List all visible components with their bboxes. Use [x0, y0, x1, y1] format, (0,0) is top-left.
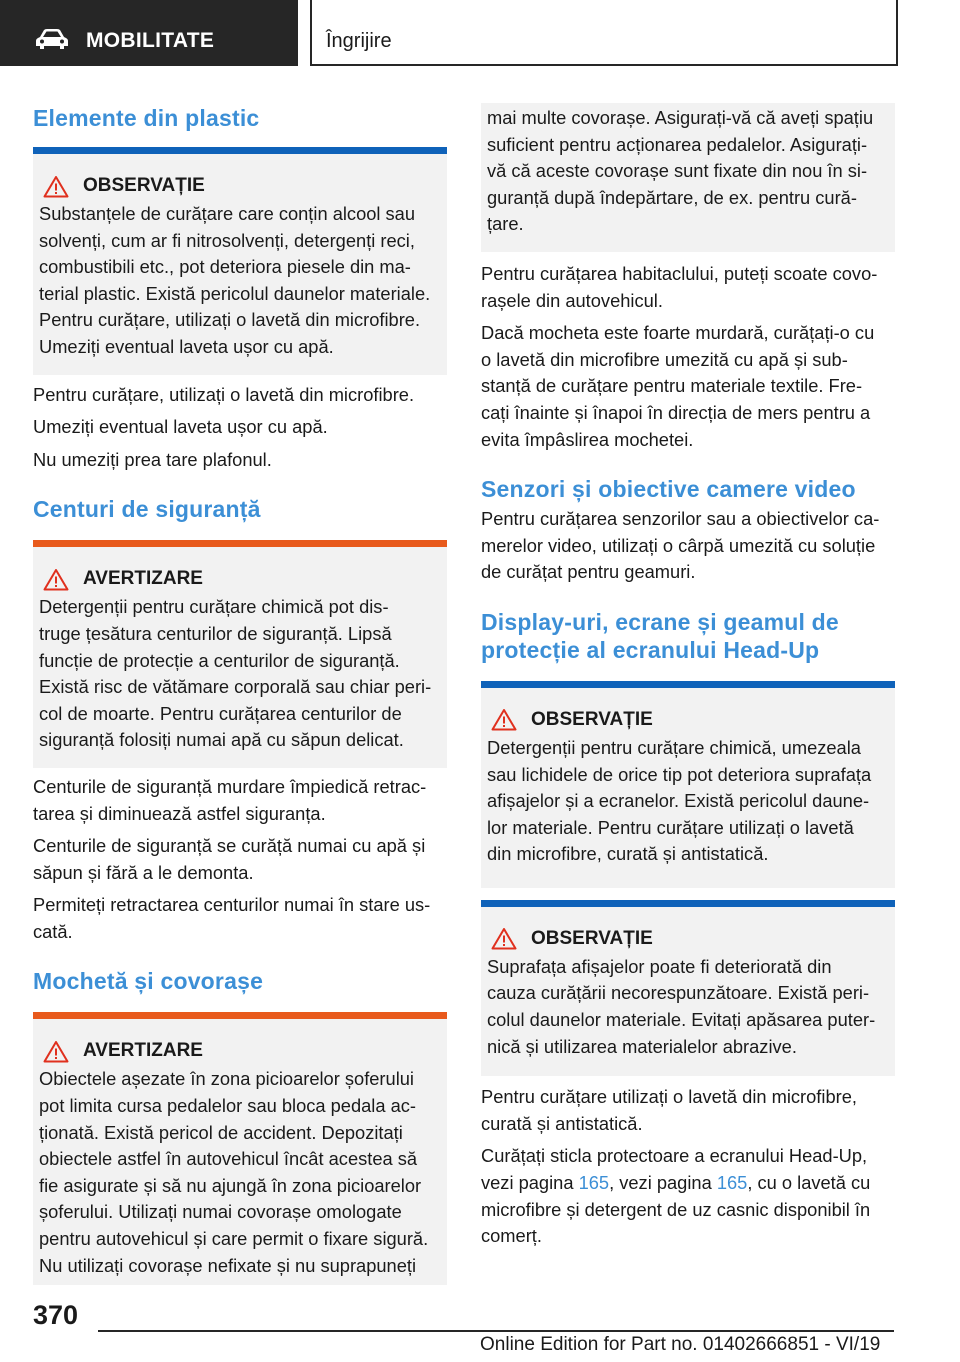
heading-display	[481, 608, 895, 664]
paragraph-line: de curățat pentru geamuri.	[481, 561, 696, 583]
notice-line: combustibili etc., pot deteriora piesele din ma‐	[39, 256, 411, 278]
notice-box-display	[481, 681, 895, 888]
notice-title: OBSERVAȚIE	[531, 927, 653, 949]
warning-line: pot limita cursa pedalelor sau bloca pedala ac‐	[39, 1095, 417, 1117]
warning-line: fie asigurate și să nu ajungă în zona picioarelor	[39, 1174, 422, 1196]
paragraph	[481, 1143, 895, 1249]
paragraph-line: Curățați sticla protectoare a ecranului Head-Up,	[481, 1145, 868, 1167]
warning-line: Detergenții pentru curățare chimică pot dis‐	[39, 596, 389, 618]
paragraph-line: stanță de curățare pentru materiale textile. Fre‐	[481, 375, 863, 397]
paragraph-line: comerț.	[481, 1225, 542, 1247]
paragraph	[481, 261, 895, 314]
paragraph	[33, 774, 447, 827]
text-span: , cu o lavetă cu	[747, 1172, 871, 1194]
warning-box-mocheta	[33, 1012, 447, 1285]
paragraph-line	[481, 1170, 895, 1197]
warning-line: șoferului. Utilizați numai covorașe omologate	[39, 1201, 402, 1223]
heading-senzori: Senzori și obiective camere video	[481, 476, 856, 503]
warning-triangle-icon	[43, 568, 69, 591]
warning-title: AVERTIZARE	[83, 568, 203, 590]
notice-title: OBSERVAȚIE	[83, 175, 205, 196]
warning-line: obiectele astfel în autovehicul încât acestea să	[39, 1148, 418, 1170]
notice-bar	[481, 900, 895, 907]
paragraph-line: Centurile de siguranță murdare împiedică retrac‐	[33, 775, 427, 797]
paragraph-line: microfibre și detergent de uz casnic disponibil în	[481, 1198, 871, 1220]
paragraph-line: cați înainte și înapoi în direcția de mers pentru a	[481, 401, 871, 423]
notice-line: Detergenții pentru curățare chimică, umezeala	[487, 736, 861, 758]
notice-line: Umeziți eventual laveta ușor cu apă.	[39, 335, 334, 357]
warning-line: vă că aceste covorașe sunt fixate din nou în si‐	[487, 160, 868, 182]
left-column	[33, 100, 447, 1285]
paragraph-line: Permiteți retractarea centurilor numai în stare us‐	[33, 894, 431, 916]
heading-line: Display-uri, ecrane și geamul de	[481, 608, 839, 635]
heading-centuri: Centuri de siguranță	[33, 496, 261, 523]
notice-line: Suprafața afișajelor poate fi deteriorată din	[487, 955, 832, 977]
paragraph-line: rașele din autovehicul.	[481, 289, 663, 311]
paragraph-line: Pentru curățarea senzorilor sau a obiectivelor ca‐	[481, 508, 880, 530]
notice-line: nică și utilizarea materialelor abrazive.	[487, 1035, 797, 1057]
warning-line: pentru autovehicul și care permit o fixare sigură.	[39, 1228, 429, 1250]
paragraph-line: Centurile de siguranță se curăță numai cu apă și	[33, 835, 426, 857]
notice-line: Substanțele de curățare care conțin alcool sau	[39, 203, 416, 224]
warning-title: AVERTIZARE	[83, 1040, 203, 1062]
notice-line: afișajelor și a ecranelor. Există pericolul daune‐	[487, 790, 870, 812]
warning-line: truge țesătura centurilor de siguranță. Lipsă	[39, 622, 392, 644]
paragraph-line: Pentru curățarea habitaclului, puteți scoate covo‐	[481, 262, 878, 284]
paragraph	[33, 833, 447, 886]
warning-triangle-icon	[43, 1040, 69, 1063]
notice-bar	[33, 147, 447, 154]
paragraph-line: o lavetă din microfibre umezită cu apă și sub‐	[481, 348, 848, 370]
heading-plastic: Elemente din plastic	[33, 105, 260, 131]
page-header	[0, 0, 960, 68]
warning-triangle-icon	[491, 927, 517, 950]
page-link[interactable]: 165	[578, 1172, 610, 1194]
paragraph-line: Pentru curățare utilizați o lavetă din microfibre,	[481, 1086, 857, 1108]
paragraph	[481, 320, 895, 453]
chapter-label: Îngrijire	[326, 30, 392, 52]
edition-label: Online Edition for Part no. 01402666851 - VI/19	[480, 1334, 881, 1355]
notice-line: terial plastic. Există pericolul daunelor materiale.	[39, 282, 431, 304]
notice-line: lor materiale. Pentru curățare utilizați o lavetă	[487, 816, 854, 838]
paragraph-line: merelor video, utilizați o cârpă umezită cu soluție	[481, 534, 876, 556]
warning-line: funcție de protecție a centurilor de siguranță.	[39, 649, 400, 671]
warning-line: siguranță folosiți numai apă cu săpun delicat.	[39, 729, 404, 751]
warning-line: mai multe covorașe. Asigurați-vă că aveți spațiu	[487, 107, 874, 128]
warning-line: suficient pentru acționarea pedalelor. Asigurați-	[487, 133, 868, 155]
warning-box-centuri	[33, 540, 447, 768]
text-span: vezi pagina	[481, 1172, 579, 1194]
paragraph-line: evita împâslirea mochetei.	[481, 428, 694, 450]
warning-line: Nu utilizați covorașe nefixate și nu suprapuneți	[39, 1254, 417, 1276]
right-column	[481, 100, 895, 1250]
warning-line: țare.	[487, 213, 524, 235]
warning-box-continued	[481, 103, 895, 252]
notice-line: cauza curățării necorespunzătoare. Există peri‐	[487, 982, 870, 1004]
paragraph: Pentru curățare, utilizați o lavetă din microfibre.	[33, 383, 415, 405]
warning-triangle-icon	[43, 175, 69, 198]
text-span: , vezi pagina	[609, 1172, 717, 1194]
paragraph	[481, 506, 895, 586]
notice-bar	[481, 681, 895, 688]
notice-box-suprafata	[481, 900, 895, 1076]
notice-title: OBSERVAȚIE	[531, 708, 653, 730]
paragraph: Nu umeziți prea tare plafonul.	[33, 448, 272, 470]
paragraph	[481, 1084, 895, 1137]
paragraph-line: curată și antistatică.	[481, 1112, 643, 1134]
notice-line: solvenți, cum ar fi nitrosolvenți, detergenți reci,	[39, 229, 415, 251]
paragraph: Umeziți eventual laveta ușor cu apă.	[33, 416, 328, 438]
warning-line: Obiectele așezate în zona picioarelor șoferului	[39, 1068, 414, 1090]
paragraph-line: tarea și diminuează astfel siguranța.	[33, 802, 326, 824]
section-tab	[0, 0, 298, 66]
heading-mocheta: Mochetă și covorașe	[33, 968, 264, 995]
chapter-tab	[310, 0, 898, 66]
warning-line: col de moarte. Pentru curățarea centurilor de	[39, 702, 402, 724]
notice-line: din microfibre, curată și antistatică.	[487, 843, 769, 865]
car-icon	[35, 28, 69, 50]
warning-bar	[33, 540, 447, 547]
footer-divider	[98, 1330, 894, 1332]
warning-triangle-icon	[491, 708, 517, 731]
section-label: MOBILITATE	[86, 29, 215, 52]
page-number: 370	[33, 1300, 79, 1330]
warning-line: ționată. Există pericol de accident. Depozitați	[39, 1121, 403, 1143]
paragraph-line: cată.	[33, 920, 73, 942]
paragraph-line: săpun și fără a le demonta.	[33, 861, 254, 883]
notice-box-plastic	[33, 147, 447, 375]
warning-line: guranță după îndepărtare, de ex. pentru cură‐	[487, 186, 857, 208]
warning-line: Există risc de vătămare corporală sau chiar peri‐	[39, 676, 432, 698]
heading-line: protecție al ecranului Head-Up	[481, 636, 820, 663]
notice-line: colul daunelor materiale. Evitați apăsarea puter‐	[487, 1009, 876, 1031]
warning-bar	[33, 1012, 447, 1019]
paragraph-line: Dacă mocheta este foarte murdară, curățați-o cu	[481, 322, 875, 344]
page-link[interactable]: 165	[716, 1172, 748, 1194]
notice-line: Pentru curățare, utilizați o lavetă din microfibre.	[39, 309, 421, 331]
paragraph	[33, 892, 447, 945]
notice-line: sau lichidele de orice tip pot deteriora suprafața	[487, 763, 872, 785]
